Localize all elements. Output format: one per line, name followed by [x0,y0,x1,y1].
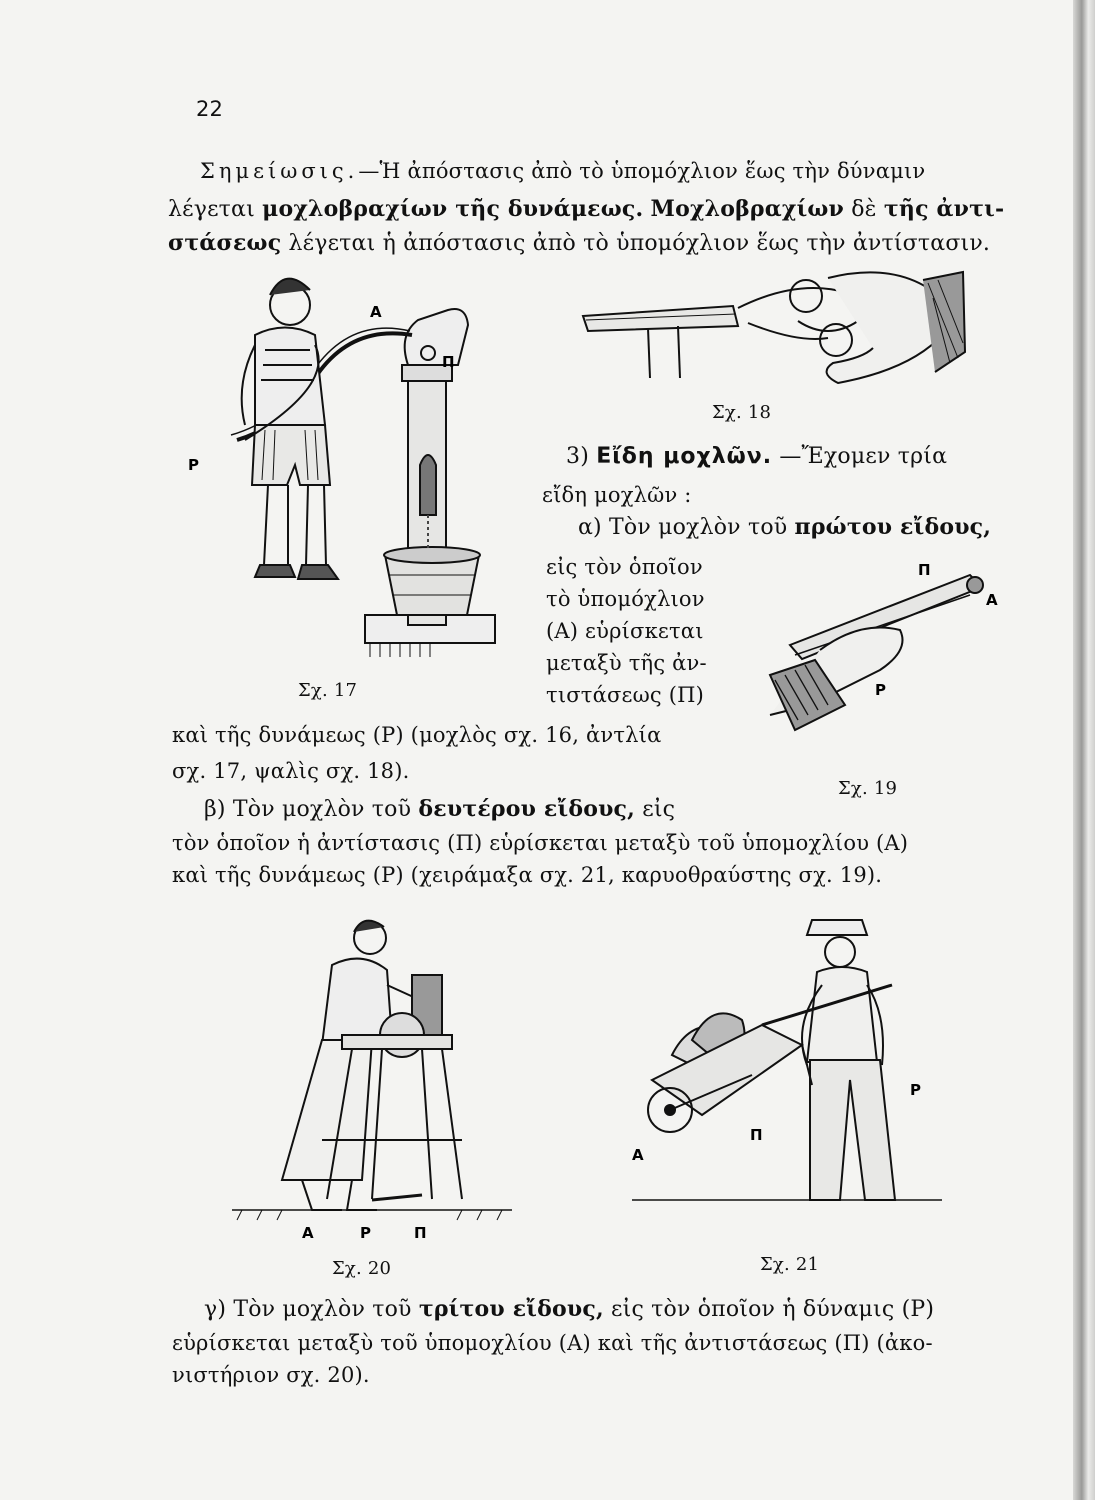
fig19-caption: Σχ. 19 [838,778,898,799]
section3-number: 3) [566,444,589,469]
note-line-3 [168,230,990,257]
alpha-line-4: (Α) εὑρίσκεται [546,619,704,643]
alpha-pre: α) Τὸν μοχλὸν τοῦ [578,515,788,540]
fig20-label-a: Α [302,1224,314,1242]
alpha-line-1 [578,514,991,541]
gamma-line-2: εὑρίσκεται μεταξὺ τοῦ ὑπομοχλίου (Α) καὶ τῆς ἀντιστάσεως (Π) (ἀκο- [172,1331,933,1355]
figure-19-nutcracker-illustration [760,555,1010,785]
alpha-line-8: σχ. 17, ψαλὶς σχ. 18). [172,759,410,783]
figure-17-pump-illustration [180,265,510,685]
beta-post: εἰς [642,797,676,822]
fig17-label-p: Π [442,353,455,371]
figure-20-grindstone-illustration [222,910,522,1250]
gamma-line-3: νιστήριον σχ. 20). [172,1363,370,1387]
note-line3-rest: λέγεται ἡ ἀπόστασις ἀπὸ τὸ ὑπομόχλιον ἕως τὴν ἀντίστασιν. [288,231,991,256]
beta-line-1 [204,796,675,823]
note-line3-bold: στάσεως [168,230,282,256]
section3-heading: Εἴδη μοχλῶν. [596,444,773,469]
fig20-caption: Σχ. 20 [332,1258,392,1279]
fig21-label-a: Α [632,1146,644,1164]
section3-heading-line [566,444,947,470]
note-term-resistance-arm: Μοχλοβραχίων [650,196,845,222]
fig19-label-a: Α [986,591,998,609]
note-lead: Σημείωσις. [200,159,359,183]
fig17-label-r: Ρ [188,456,199,474]
note-line1-rest: —Ἡ ἀπόστασις ἀπὸ τὸ ὑπομόχλιον ἕως τὴν δύναμιν [358,159,926,183]
fig21-label-r: Ρ [910,1081,921,1099]
gamma-pre: γ) Τὸν μοχλὸν τοῦ [204,1297,412,1322]
page-number: 22 [196,97,224,121]
fig17-label-a: Α [370,303,382,321]
fig21-label-p: Π [750,1126,763,1144]
fig19-label-p: Π [918,561,931,579]
fig17-caption: Σχ. 17 [298,680,358,701]
alpha-line-2: εἰς τὸν ὁποῖον [546,555,703,579]
beta-pre: β) Τὸν μοχλὸν τοῦ [204,797,412,822]
gamma-line-1 [204,1296,934,1323]
beta-line-3: καὶ τῆς δυνάμεως (Ρ) (χειράμαξα σχ. 21, καρυοθραύστης σχ. 19). [172,863,883,887]
note-term-force-arm: μοχλοβραχίων τῆς δυνάμεως. [262,196,644,222]
figure-21-wheelbarrow-illustration [612,910,952,1230]
gamma-post: εἰς τὸν ὁποῖον ἡ δύναμις (Ρ) [611,1297,935,1322]
gamma-third-kind: τρίτου εἴδους, [418,1296,604,1322]
section3-line2: εἴδη μοχλῶν : [542,483,692,507]
page-edge-shadow [1073,0,1095,1500]
fig21-caption: Σχ. 21 [760,1254,820,1275]
alpha-line-6: τιστάσεως (Π) [546,683,705,707]
beta-line-2: τὸν ὁποῖον ἡ ἀντίστασις (Π) εὑρίσκεται μεταξὺ τοῦ ὑπομοχλίου (Α) [172,831,909,855]
fig18-caption: Σχ. 18 [712,402,772,423]
alpha-line-7: καὶ τῆς δυνάμεως (Ρ) (μοχλὸς σχ. 16, ἀντλία [172,723,662,747]
alpha-line-5: μεταξὺ τῆς ἀν- [546,651,707,675]
note-line-1 [200,158,925,184]
beta-second-kind: δευτέρου εἴδους, [418,796,636,822]
note-line2-mid: δὲ [851,197,877,222]
figure-18-scissors-illustration [578,268,970,396]
note-line2-bold-end: τῆς ἀντι- [883,196,1005,222]
note-line2-pre: λέγεται [168,197,255,222]
fig20-label-r: Ρ [360,1224,371,1242]
fig20-label-p: Π [414,1224,427,1242]
fig19-label-r: Ρ [875,681,886,699]
alpha-line-3: τὸ ὑπομόχλιον [546,587,705,611]
note-line-2 [168,196,1004,223]
section3-heading-rest: —Ἔχομεν τρία [779,444,948,469]
alpha-first-kind: πρώτου εἴδους, [794,514,992,540]
